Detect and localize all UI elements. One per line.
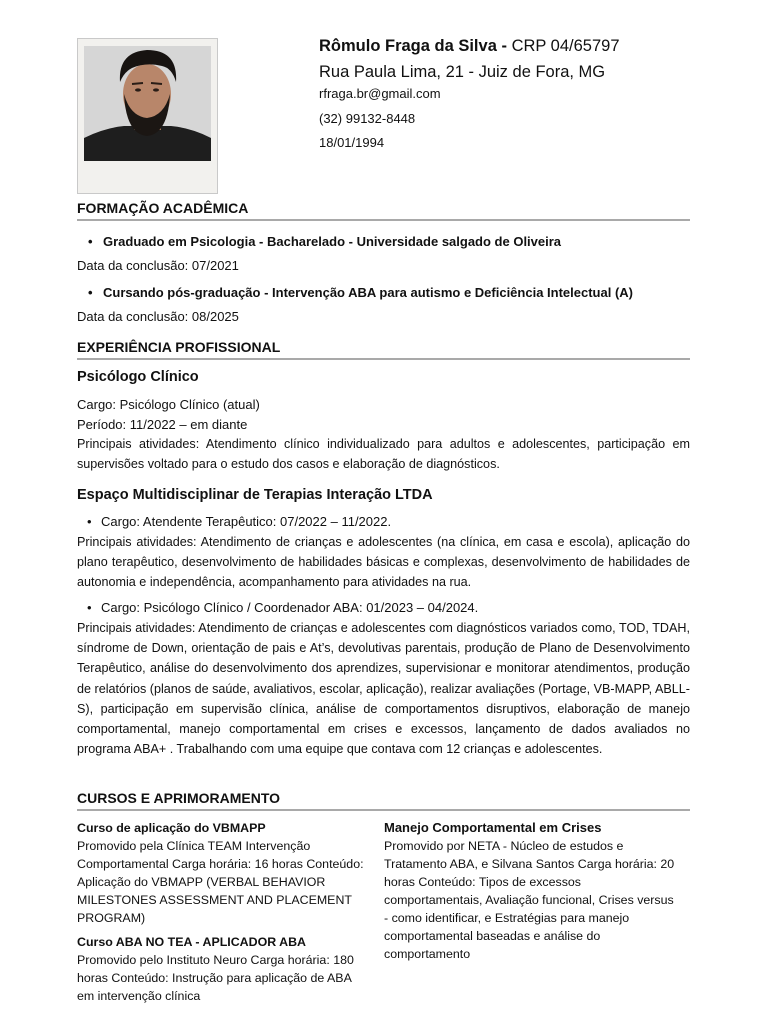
course-2-line: em intervenção clínica bbox=[77, 989, 201, 1003]
course-2-line: Promovido pelo Instituto Neuro Carga horária: 180 bbox=[77, 953, 354, 967]
job1-title: Psicólogo Clínico bbox=[77, 369, 199, 385]
course-1-line: Aplicação do VBMAPP (VERBAL BEHAVIOR bbox=[77, 875, 326, 889]
name-line bbox=[319, 36, 739, 58]
formacao-item-2: • Cursando pós-graduação - Intervenção ABA para autismo e Deficiência Intelectual (A) bbox=[77, 285, 690, 301]
course-3-line: Promovido por NETA - Núcleo de estudos e bbox=[384, 839, 624, 853]
formacao-date-1: Data da conclusão: 07/2021 bbox=[77, 258, 239, 273]
course-3-line: comportamentais, Avaliação funcional, Crises versus bbox=[384, 893, 674, 907]
photo-frame bbox=[77, 38, 218, 194]
job2-title: Espaço Multidisciplinar de Terapias Interação LTDA bbox=[77, 487, 433, 503]
header bbox=[319, 36, 739, 160]
course-3-title: Manejo Comportamental em Crises bbox=[384, 820, 602, 835]
course-1-line: MILESTONES ASSESSMENT AND PLACEMENT bbox=[77, 893, 352, 907]
course-1-line: PROGRAM) bbox=[77, 911, 146, 925]
job2-role1: • Cargo: Atendente Terapêutico: 07/2022 – 11/2022. bbox=[77, 514, 690, 530]
job2-role2-atividades: Principais atividades: Atendimento de crianças e adolescentes com diagnósticos variados como, TOD, TDAH, síndrome de Down, orientação de pais e At’s, devolutivas parentais, produção de Plano de Desenvolvimento Terapêutico, análise do desenvolvimento dos aprendizes, supervisionar e monitorar atendimentos, produção de relatórios (planos de saúde, avaliativos, escolar, aplicação), realizar avaliações (Portage, VB-MAPP, ABLL-S), participação em supervisão clínica, análise de comportamentos disruptivos, elaboração de manejo comportamental, manejo comportamental em crises e excessos, lançamento de dados avaliados no programa ABA+ . Trabalhando com uma equipe que contava com 12 crianças e adolescentes. bbox=[77, 621, 690, 757]
full-name: Rômulo Fraga da Silva - bbox=[319, 37, 507, 55]
course-3-line: comportamental baseadas e análise do bbox=[384, 929, 601, 943]
job1-periodo: Período: 11/2022 – em diante bbox=[77, 417, 248, 432]
formacao-date-2: Data da conclusão: 08/2025 bbox=[77, 309, 239, 324]
section-title-formacao: FORMAÇÃO ACADÊMICA bbox=[77, 199, 690, 221]
course-2-line: horas Conteúdo: Instrução para aplicação de ABA bbox=[77, 971, 352, 985]
course-1-line: Comportamental Carga horária: 16 horas Conteúdo: bbox=[77, 857, 364, 871]
job1-details bbox=[77, 395, 690, 435]
course-3-line: Tratamento ABA, e Silvana Santos Carga horária: 20 bbox=[384, 857, 675, 871]
courses-right-column bbox=[384, 819, 694, 963]
birth-date: 18/01/1994 bbox=[319, 135, 385, 150]
email: rfraga.br@gmail.com bbox=[319, 86, 441, 101]
address: Rua Paula Lima, 21 - Juiz de Fora, MG bbox=[319, 63, 606, 81]
courses-left-column bbox=[77, 819, 382, 1005]
phone: (32) 99132-8448 bbox=[319, 110, 416, 126]
job2-role2: • Cargo: Psicólogo Clínico / Coordenador ABA: 01/2023 – 04/2024. bbox=[77, 600, 690, 616]
course-1-line: Promovido pela Clínica TEAM Intervenção bbox=[77, 839, 311, 853]
crp-number: CRP 04/65797 bbox=[511, 37, 620, 55]
job1-cargo: Cargo: Psicólogo Clínico (atual) bbox=[77, 397, 260, 412]
job2-role1-atividades: Principais atividades: Atendimento de crianças e adolescentes (na clínica, em casa e escola), aplicação do plano terapêutico, desenvolvimento de habilidades básicas e complexas, desenvolvimento de habilidades de autonomia e independência, acompanhamento para atividades na rua. bbox=[77, 535, 690, 590]
course-3-line: - como identificar, e Estratégias para manejo bbox=[384, 911, 630, 925]
formacao-item-1: • Graduado em Psicologia - Bacharelado - Universidade salgado de Oliveira bbox=[77, 234, 690, 250]
job1-atividades: Principais atividades: Atendimento clínico individualizado para adultos e adolescentes, participação em supervisões voltado para o estudo dos casos e elaboração de diagnósticos. bbox=[77, 437, 690, 472]
profile-photo bbox=[84, 46, 211, 161]
course-3-line: comportamento bbox=[384, 947, 471, 961]
course-2-title: Curso ABA NO TEA - APLICADOR ABA bbox=[77, 935, 306, 949]
section-title-cursos: CURSOS E APRIMORAMENTO bbox=[77, 789, 690, 811]
course-3-line: horas Conteúdo: Tipos de excessos bbox=[384, 875, 581, 889]
section-title-experiencia: EXPERIÊNCIA PROFISSIONAL bbox=[77, 338, 690, 360]
course-1-title: Curso de aplicação do VBMAPP bbox=[77, 821, 266, 835]
